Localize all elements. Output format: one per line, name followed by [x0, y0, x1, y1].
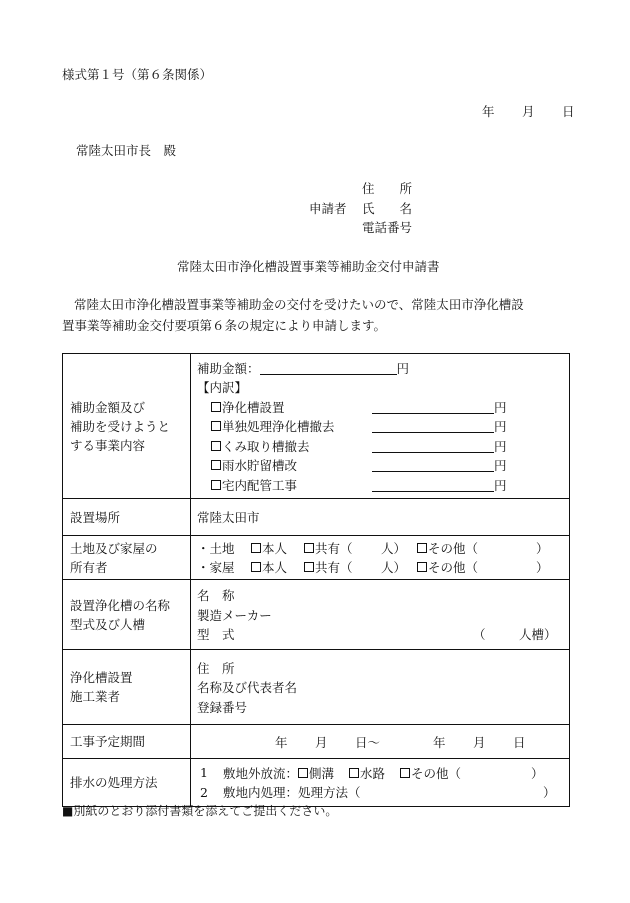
breakdown-item-5	[197, 475, 569, 495]
checkbox[interactable]	[298, 768, 308, 778]
location-label: 設置場所	[63, 499, 191, 536]
breakdown-yen: 円	[494, 458, 507, 473]
checkbox[interactable]	[251, 543, 261, 553]
owner-row	[63, 536, 570, 580]
subsidy-label-1: 補助金額及び	[70, 399, 146, 415]
breakdown-item-3	[197, 436, 569, 456]
subsidy-label-cell	[63, 354, 191, 499]
breakdown-yen: 円	[494, 477, 507, 493]
owner-label-2: 所有者	[70, 559, 108, 575]
end-day: 日	[513, 734, 526, 750]
breakdown-yen: 円	[494, 399, 507, 415]
location-value: 常陸太田市	[191, 499, 570, 536]
drainage-other-option: その他（	[411, 765, 462, 781]
applicant-phone-label: 電話番号	[362, 220, 413, 235]
other-close: ）	[536, 560, 549, 576]
contractor-reg-label: 登録番号	[197, 699, 248, 715]
checkbox[interactable]	[400, 768, 410, 778]
start-month: 月	[315, 734, 328, 750]
drainage-row	[63, 759, 570, 807]
subsidy-amount-field[interactable]	[260, 361, 397, 375]
shared-option: 共有（	[315, 560, 353, 576]
date-day-label: 日	[562, 104, 575, 119]
gutter-option: 側溝	[309, 765, 335, 781]
drainage-onsite-close: ）	[543, 785, 556, 801]
breakdown-amount-field[interactable]	[372, 478, 494, 492]
house-prefix: ・家屋	[197, 560, 235, 576]
tank-model-label: 型 式	[197, 627, 235, 642]
drainage-row-1	[197, 763, 569, 783]
breakdown-item-label: 雨水貯留槽改	[222, 458, 298, 473]
application-form-table	[62, 353, 570, 807]
persons-label: 人）	[381, 560, 407, 576]
breakdown-yen: 円	[494, 419, 507, 434]
land-prefix: ・土地	[197, 540, 235, 556]
self-option: 本人	[262, 560, 288, 576]
contractor-address-label: 住 所	[197, 660, 235, 676]
date-year-label: 年	[482, 104, 495, 119]
drainage-content-cell	[191, 759, 570, 807]
checkbox[interactable]	[417, 562, 427, 572]
subsidy-label-2: 補助を受けようと	[70, 418, 171, 434]
form-number: 様式第１号（第６条関係）	[62, 67, 213, 82]
contractor-rep-label: 名称及び代表者名	[197, 680, 298, 695]
owner-label-1: 土地及び家屋の	[70, 540, 158, 556]
applicant-name-label: 氏 名	[362, 201, 413, 216]
checkbox[interactable]	[417, 543, 427, 553]
contractor-label-cell	[63, 650, 191, 725]
drainage-other-close: ）	[531, 765, 544, 781]
drainage-num-2: 2	[200, 784, 208, 800]
subsidy-content-cell	[191, 354, 570, 499]
schedule-line	[197, 732, 569, 752]
capacity-open: （	[473, 627, 486, 642]
end-year: 年	[433, 734, 446, 750]
tank-content-cell	[191, 580, 570, 650]
other-close: ）	[536, 540, 549, 556]
checkbox[interactable]	[211, 460, 221, 470]
breakdown-yen: 円	[494, 438, 507, 454]
start-day: 日～	[355, 734, 381, 750]
checkbox[interactable]	[349, 768, 359, 778]
checkbox[interactable]	[211, 421, 221, 431]
checkbox[interactable]	[211, 441, 221, 451]
breakdown-amount-field[interactable]	[372, 439, 494, 453]
tank-label-1: 設置浄化槽の名称	[70, 597, 171, 613]
breakdown-item-1	[197, 397, 569, 417]
breakdown-amount-field[interactable]	[372, 458, 494, 472]
breakdown-item-label: 単独処理浄化槽撤去	[222, 419, 335, 434]
contractor-row	[63, 650, 570, 725]
owner-label-cell	[63, 536, 191, 580]
subsidy-amount-label: 補助金額：	[197, 360, 260, 376]
tank-maker-label: 製造メーカー	[197, 607, 272, 623]
checkbox[interactable]	[251, 562, 261, 572]
shared-option: 共有（	[315, 540, 353, 556]
subsidy-amount-yen: 円	[396, 360, 410, 376]
drainage-label: 排水の処理方法	[63, 759, 191, 807]
breakdown-item-2	[197, 416, 569, 436]
tank-name-label: 名 称	[197, 588, 235, 603]
schedule-label: 工事予定期間	[63, 725, 191, 759]
end-month: 月	[473, 734, 486, 750]
self-option: 本人	[262, 540, 288, 556]
document-title: 常陸太田市浄化槽設置事業等補助金交付申請書	[177, 259, 440, 274]
breakdown-item-label: くみ取り槽撤去	[222, 438, 310, 454]
contractor-label-2: 施工業者	[70, 689, 121, 704]
land-owner-line	[197, 538, 569, 558]
checkbox[interactable]	[211, 402, 221, 412]
owner-content-cell	[191, 536, 570, 580]
checkbox[interactable]	[304, 562, 314, 572]
breakdown-item-label: 宅内配管工事	[222, 477, 298, 493]
waterway-option: 水路	[360, 765, 386, 781]
tank-row	[63, 580, 570, 650]
other-option: その他（	[428, 560, 479, 576]
schedule-row	[63, 725, 570, 759]
breakdown-amount-field[interactable]	[372, 419, 494, 433]
breakdown-label: 【内訳】	[197, 380, 248, 395]
checkbox[interactable]	[304, 543, 314, 553]
subsidy-row	[63, 354, 570, 499]
subsidy-amount-line	[197, 358, 569, 378]
capacity-close: 人槽）	[519, 627, 557, 642]
location-row	[63, 499, 570, 536]
addressee: 常陸太田市長 殿	[76, 143, 177, 158]
drainage-row-2	[197, 783, 569, 803]
applicant-role: 申請者	[309, 201, 347, 216]
other-option: その他（	[428, 540, 479, 556]
breakdown-amount-field[interactable]	[372, 400, 494, 414]
tank-label-2: 型式及び人槽	[70, 616, 146, 632]
persons-label: 人）	[381, 540, 407, 556]
applicant-address-label: 住 所	[362, 181, 413, 196]
start-year: 年	[275, 734, 288, 750]
breakdown-item-4	[197, 455, 569, 475]
breakdown-item-label: 浄化槽設置	[222, 399, 285, 415]
footnote: ■別紙のとおり添付書類を添えてご提出ください。	[62, 804, 338, 818]
contractor-content-cell	[191, 650, 570, 725]
schedule-content-cell	[191, 725, 570, 759]
intro-line-1: 常陸太田市浄化槽設置事業等補助金の交付を受けたいので、常陸太田市浄化槽設	[74, 297, 524, 312]
date-month-label: 月	[522, 104, 535, 119]
drainage-onsite-label: 敷地内処理：処理方法（	[223, 785, 361, 801]
tank-model-line	[197, 624, 569, 644]
drainage-offsite-label: 敷地外放流：	[223, 765, 299, 781]
checkbox[interactable]	[211, 480, 221, 490]
house-owner-line	[197, 558, 569, 578]
intro-line-2: 置事業等補助金交付要項第６条の規定により申請します。	[62, 318, 387, 333]
subsidy-label-3: する事業内容	[70, 437, 146, 453]
drainage-num-1: 1	[200, 765, 208, 781]
contractor-label-1: 浄化槽設置	[70, 670, 133, 685]
tank-label-cell	[63, 580, 191, 650]
